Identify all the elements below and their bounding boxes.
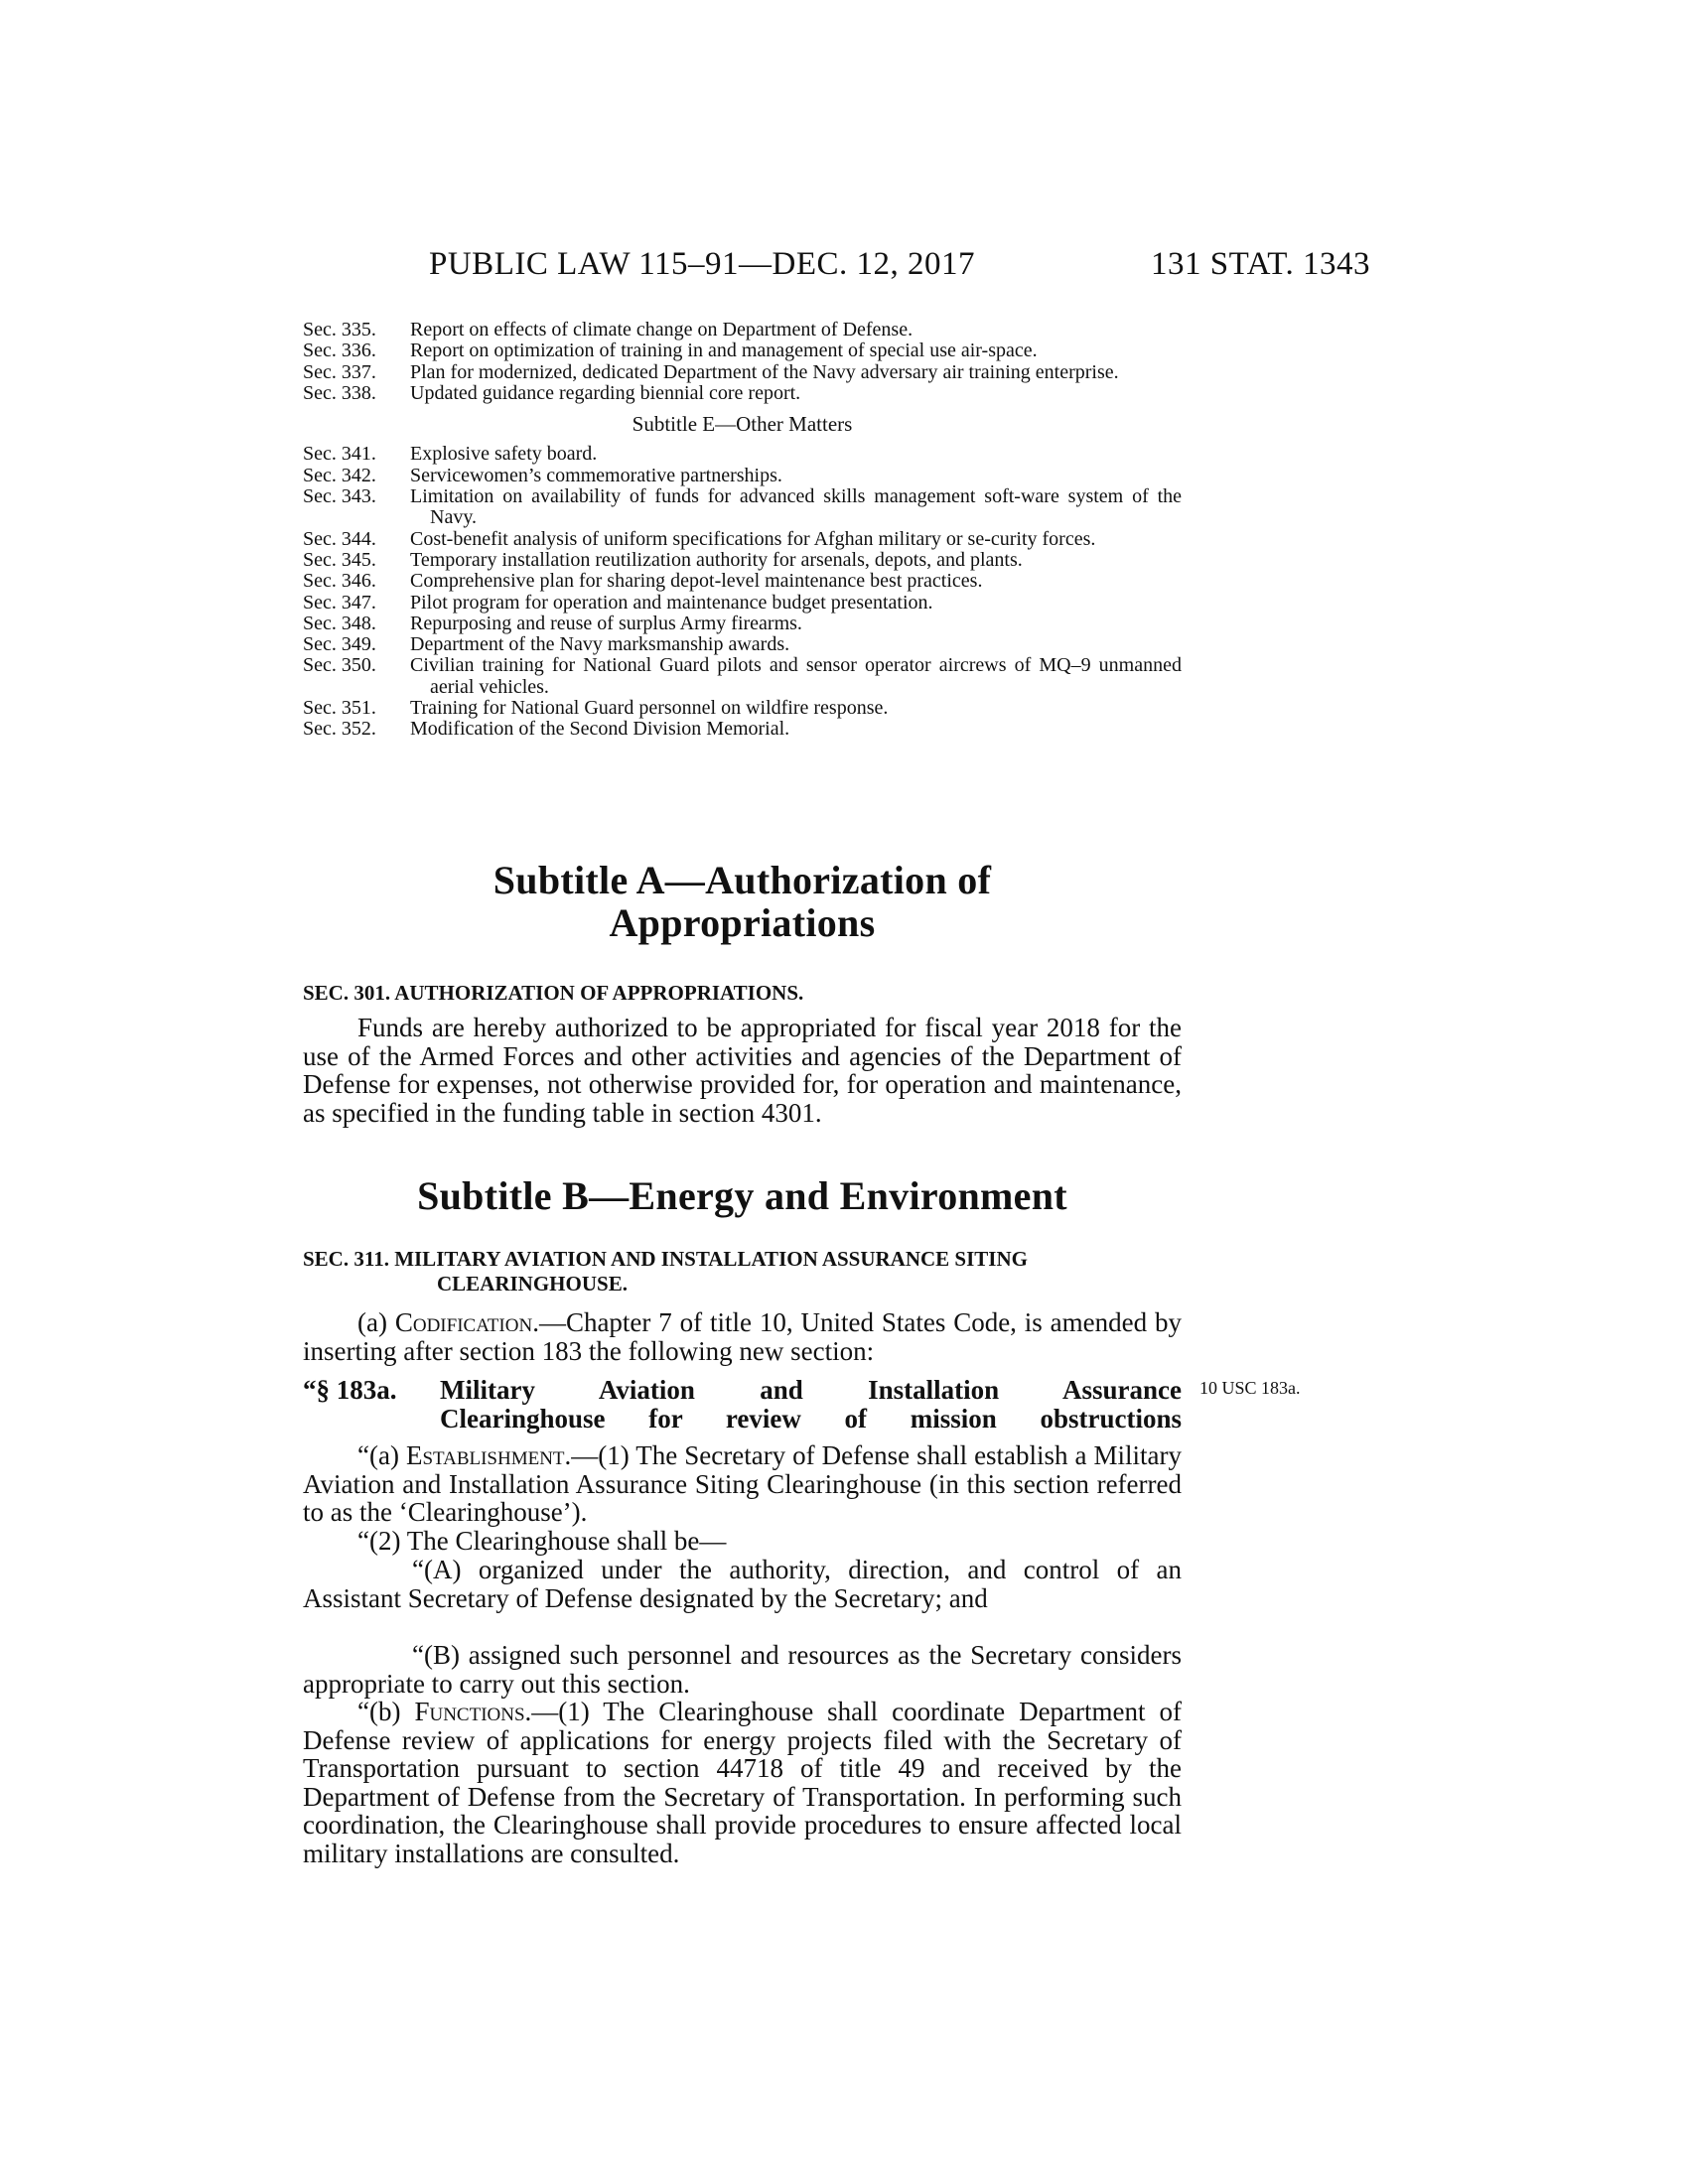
section-311-heading — [303, 1247, 1182, 1297]
paragraph-label: “(b) — [357, 1697, 415, 1726]
toc-entry — [303, 550, 1182, 571]
toc-entry — [303, 320, 1182, 341]
toc-section-number: Sec. 338. — [303, 381, 376, 404]
toc-section-title: Pilot program for operation and maintenance budget presentation. — [410, 591, 933, 614]
toc-section-number: Sec. 347. — [303, 591, 376, 614]
toc-section-number: Sec. 336. — [303, 340, 376, 362]
toc-section-title: Report on optimization of training in and management of special use air-space. — [410, 340, 1038, 362]
table-of-contents — [303, 320, 1182, 741]
toc-section-number: Sec. 350. — [303, 654, 376, 677]
paragraph-caption: Functions — [414, 1697, 525, 1726]
toc-section-number: Sec. 349. — [303, 633, 376, 656]
toc-section-title: Report on effects of climate change on Department of Defense. — [410, 319, 914, 341]
subsection-caption: Codification — [394, 1307, 533, 1337]
subtitle-a-line: Subtitle A—Authorization of — [492, 858, 992, 902]
toc-section-number: Sec. 348. — [303, 612, 376, 634]
toc-entry — [303, 362, 1182, 383]
toc-entry — [303, 529, 1182, 550]
section-183a-title-line: Military Aviation and Installation Assurance — [440, 1375, 1182, 1405]
toc-section-number: Sec. 344. — [303, 527, 376, 550]
toc-entry — [303, 466, 1182, 486]
toc-entry — [303, 593, 1182, 614]
subtitle-a-heading — [303, 859, 1182, 944]
toc-entry — [303, 719, 1182, 740]
toc-section-title: Plan for modernized, dedicated Department of the Navy adversary air training enterprise. — [410, 360, 1119, 383]
toc-section-title: Comprehensive plan for sharing depot-level maintenance best practices. — [410, 570, 983, 593]
paragraph-b-functions — [303, 1698, 1182, 1868]
heading-line: SEC. 311. MILITARY AVIATION AND INSTALLATION ASSURANCE SITING — [303, 1247, 1028, 1271]
toc-entry — [303, 634, 1182, 655]
toc-subtitle-heading: Subtitle E—Other Matters — [632, 412, 853, 437]
toc-section-number: Sec. 341. — [303, 443, 376, 466]
toc-section-number: Sec. 343. — [303, 485, 376, 508]
toc-section-number: Sec. 337. — [303, 360, 376, 383]
toc-entry — [303, 614, 1182, 634]
paragraph-a-2-A: “(A) organized under the authority, direction, and control of an Assistant Secretary of Defense designated by the Secretary; and — [303, 1555, 1182, 1613]
section-183a-title-line: Clearinghouse for review of mission obstructions — [440, 1403, 1182, 1433]
toc-section-title: Cost-benefit analysis of uniform specifications for Afghan military or se-curity forces. — [410, 527, 1096, 550]
margin-citation-note: 10 USC 183a. — [1199, 1378, 1301, 1398]
toc-section-title: Servicewomen’s commemorative partnerships. — [410, 464, 782, 486]
paragraph-a-2: “(2) The Clearinghouse shall be— — [357, 1526, 727, 1556]
section-311-heading-text — [303, 1247, 1182, 1297]
section-301-body: Funds are hereby authorized to be appropriated for fiscal year 2018 for the use of the Armed Forces and other activities and agencies of the Department of Defense for expenses, not otherwise provided for, for operation and maintenance, as specified in the funding table in section 4301. — [303, 1013, 1182, 1128]
toc-entry — [303, 698, 1182, 719]
toc-section-number: Sec. 335. — [303, 319, 376, 341]
toc-section-number: Sec. 345. — [303, 548, 376, 571]
toc-section-number: Sec. 346. — [303, 570, 376, 593]
subsection-label: (a) — [357, 1307, 395, 1337]
section-311-subsection-a — [303, 1308, 1182, 1365]
toc-section-title: Department of the Navy marksmanship awards. — [410, 633, 790, 656]
toc-section-title: Updated guidance regarding biennial core report. — [410, 381, 801, 404]
toc-section-title: Explosive safety board. — [410, 443, 598, 466]
toc-section-number: Sec. 352. — [303, 718, 376, 741]
paragraph-text: .—(1) The Secretary of Defense shall establish a Military Aviation and Installation Assurance Siting Clearinghouse (in this section referred to as the ‘Clearinghouse’). — [303, 1440, 1182, 1528]
toc-section-title: Training for National Guard personnel on wildfire response. — [410, 697, 889, 720]
section-183a-number: “§ 183a. — [303, 1375, 397, 1405]
paragraph-a-2-B: “(B) assigned such personnel and resources as the Secretary considers appropriate to carry out this section. — [303, 1640, 1182, 1699]
toc-section-title: Civilian training for National Guard pilots and sensor operator aircrews of MQ–9 unmanned aerial vehicles. — [410, 654, 1182, 698]
running-header — [303, 246, 1370, 290]
paragraph-caption: Establishment — [405, 1440, 565, 1470]
toc-section-title: Limitation on availability of funds for advanced skills management soft-ware system of the Navy. — [410, 485, 1182, 529]
toc-section-title: Temporary installation reutilization authority for arsenals, depots, and plants. — [410, 548, 1023, 571]
toc-entry — [303, 571, 1182, 592]
statute-page-number: 131 STAT. 1343 — [1150, 246, 1370, 282]
toc-entry — [303, 444, 1182, 465]
public-law-citation: PUBLIC LAW 115–91—DEC. 12, 2017 — [429, 246, 976, 282]
toc-section-title: Repurposing and reuse of surplus Army firearms. — [410, 612, 802, 634]
toc-section-number: Sec. 351. — [303, 697, 376, 720]
toc-section-number: Sec. 342. — [303, 464, 376, 486]
toc-entry — [303, 383, 1182, 404]
toc-entry — [303, 655, 1182, 698]
section-301-heading: SEC. 301. AUTHORIZATION OF APPROPRIATIONS. — [303, 981, 804, 1005]
toc-section-title: Modification of the Second Division Memorial. — [410, 718, 790, 741]
paragraph-label: “(a) — [357, 1440, 406, 1470]
subtitle-a-line: Appropriations — [609, 900, 876, 945]
subtitle-b-heading: Subtitle B—Energy and Environment — [417, 1173, 1067, 1218]
subsection-text: .—Chapter 7 of title 10, United States Code, is amended by inserting after section 183 the following new section: — [303, 1307, 1183, 1366]
toc-entry — [303, 486, 1182, 529]
heading-line: CLEARINGHOUSE. — [437, 1272, 628, 1296]
toc-entry — [303, 341, 1182, 361]
paragraph-text: .—(1) The Clearinghouse shall coordinate Department of Defense review of applications for energy projects filed with the Secretary of Transportation pursuant to section 44718 of title 49 and received by the Department of Defense from the Secretary of Transportation. In performing such coordination, the Clearinghouse shall provide procedures to ensure affected local military installations are consulted. — [303, 1697, 1182, 1868]
section-183a-heading — [303, 1376, 1182, 1433]
paragraph-a-establishment — [303, 1441, 1182, 1527]
